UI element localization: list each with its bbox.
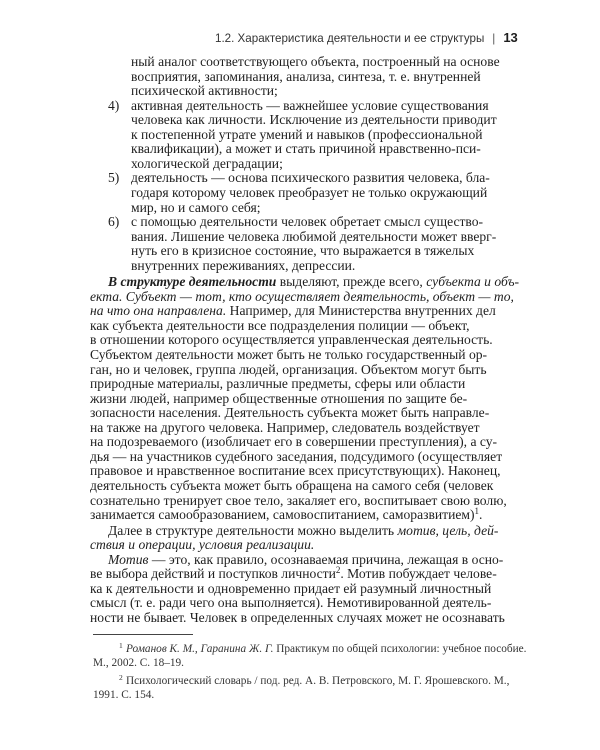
footnote-line: 1991. С. 154. bbox=[93, 688, 155, 701]
footnote-number: 1 bbox=[119, 640, 123, 650]
footnote-line: Психологический словарь / под. ред. А. В. Петровского, М. Г. Ярошевского. М., bbox=[126, 674, 510, 687]
paragraph-line: В структуре деятельности выделяют, прежде всего, субъекта и объ- bbox=[108, 274, 520, 290]
list-continuation-line: ный аналог соответствующего объекта, построенный на основе bbox=[131, 54, 500, 69]
paragraph-line: в отношении которого осуществляется управленческая деятельность. bbox=[90, 332, 493, 348]
paragraph-line: ган, но и человек, группа людей, организация. Объектом могут быть bbox=[90, 361, 487, 377]
list-item-line: человека как личности. Исключение из деятельности приводит bbox=[131, 112, 497, 128]
list-marker: 6) bbox=[108, 214, 120, 230]
list-item-line: хологической деградации; bbox=[131, 155, 283, 171]
paragraph-line: ствия и операции, условия реализации. bbox=[90, 537, 315, 553]
footnote-line: Романов К. М., Гаранина Ж. Г. Практикум по общей психологии: учебное пособие. bbox=[126, 642, 527, 655]
paragraph-line: смысл (т. е. ради чего она выполняется). Немотивированной деятель- bbox=[90, 595, 492, 611]
paragraph-line: ве выбора действий и поступков личности$^2$. Мотив побуждает челове- bbox=[90, 565, 497, 582]
paragraph-line: сознательно тренирует свое тело, закаляет его, воспитывает свою волю, bbox=[90, 492, 507, 508]
paragraph-line: Субъектом деятельности может быть не только государственный ор- bbox=[90, 347, 488, 362]
running-header bbox=[215, 30, 518, 45]
paragraph-line: как субъекта деятельности все подразделения полиции — объект, bbox=[90, 317, 470, 333]
list-marker: 4) bbox=[108, 97, 120, 113]
list-item-line: внутренних переживаниях, депрессии. bbox=[131, 257, 356, 273]
footnote-line: М., 2002. С. 18–19. bbox=[93, 656, 185, 669]
paragraph-line: екта. Субъект — тот, кто осуществляет деятельность, объект — то, bbox=[90, 288, 514, 304]
paragraph-line: природные материалы, различные предметы, сферы или области bbox=[90, 376, 466, 392]
list-item-line: квалификации), а может и стать причиной нравственно-пси- bbox=[131, 141, 481, 157]
list-continuation-line: восприятия, запоминания, анализа, синтеза, т. е. внутренней bbox=[131, 68, 481, 84]
list-marker: 5) bbox=[108, 170, 120, 186]
list-item-line: нуть его в кризисное состояние, что выражается в тяжелых bbox=[131, 243, 475, 259]
footnote-number: 2 bbox=[119, 672, 123, 682]
list-item-line: вания. Лишение человека любимой деятельности может вверг- bbox=[131, 228, 497, 244]
paragraph-line: на что она направлена. Например, для Министерства внутренних дел bbox=[90, 303, 496, 319]
list-item-line: мир, но и самого себя; bbox=[131, 199, 261, 215]
running-title: 1.2. Характеристика деятельности и ее структуры bbox=[215, 32, 485, 45]
footnote-ref: 2 bbox=[335, 565, 341, 576]
term-emphasis: В структуре деятельности bbox=[108, 274, 277, 290]
footnote-divider bbox=[93, 634, 193, 635]
header-separator: | bbox=[492, 32, 496, 45]
paragraph-line: Мотив — это, как правило, осознаваемая причина, лежащая в осно- bbox=[108, 551, 504, 567]
paragraph-line: на также на другого человека. Например, следователь воздействует bbox=[90, 419, 480, 435]
page-number: 13 bbox=[503, 30, 518, 45]
paragraph-line: ности не бывает. Человек в определенных случаях может не осознавать bbox=[90, 609, 505, 625]
paragraph-line: деятельность субъекта может быть обращена на самого себя (человек bbox=[90, 477, 494, 493]
paragraph-line: на подозреваемого (изобличает его в совершении преступления), а су- bbox=[90, 434, 498, 450]
paragraph-line: занимается самообразованием, самовоспитанием, саморазвитием)$^1$. bbox=[90, 506, 483, 523]
list-item-line: к постепенной утрате умений и навыков (профессиональной bbox=[131, 126, 483, 142]
list-item-line: годаря которому человек преобразует не только окружающий bbox=[131, 184, 488, 200]
list-item-line: активная деятельность — важнейшее условие существования bbox=[131, 97, 489, 113]
list-continuation-line: психической активности; bbox=[131, 83, 278, 99]
paragraph-line: жизни людей, например общественные отношения по защите бе- bbox=[90, 390, 468, 406]
paragraph-line: Далее в структуре деятельности можно выделить мотив, цель, дей- bbox=[108, 522, 499, 538]
list-item-line: с помощью деятельности человек обретает смысл существо- bbox=[131, 214, 484, 230]
paragraph-line: зопасности населения. Деятельность субъекта может быть направле- bbox=[90, 405, 490, 421]
paragraph-line: правовое и нравственное воспитание всех присутствующих). Наконец, bbox=[90, 463, 501, 479]
list-item-line: деятельность — основа психического развития человека, бла- bbox=[131, 170, 490, 186]
paragraph-line: ка к деятельности и одновременно придает ей разумный личностный bbox=[90, 580, 492, 596]
paragraph-line: дья — на участников судебного заседания, подсудимого (осуществляет bbox=[90, 448, 503, 464]
footnote-ref: 1 bbox=[474, 506, 480, 517]
